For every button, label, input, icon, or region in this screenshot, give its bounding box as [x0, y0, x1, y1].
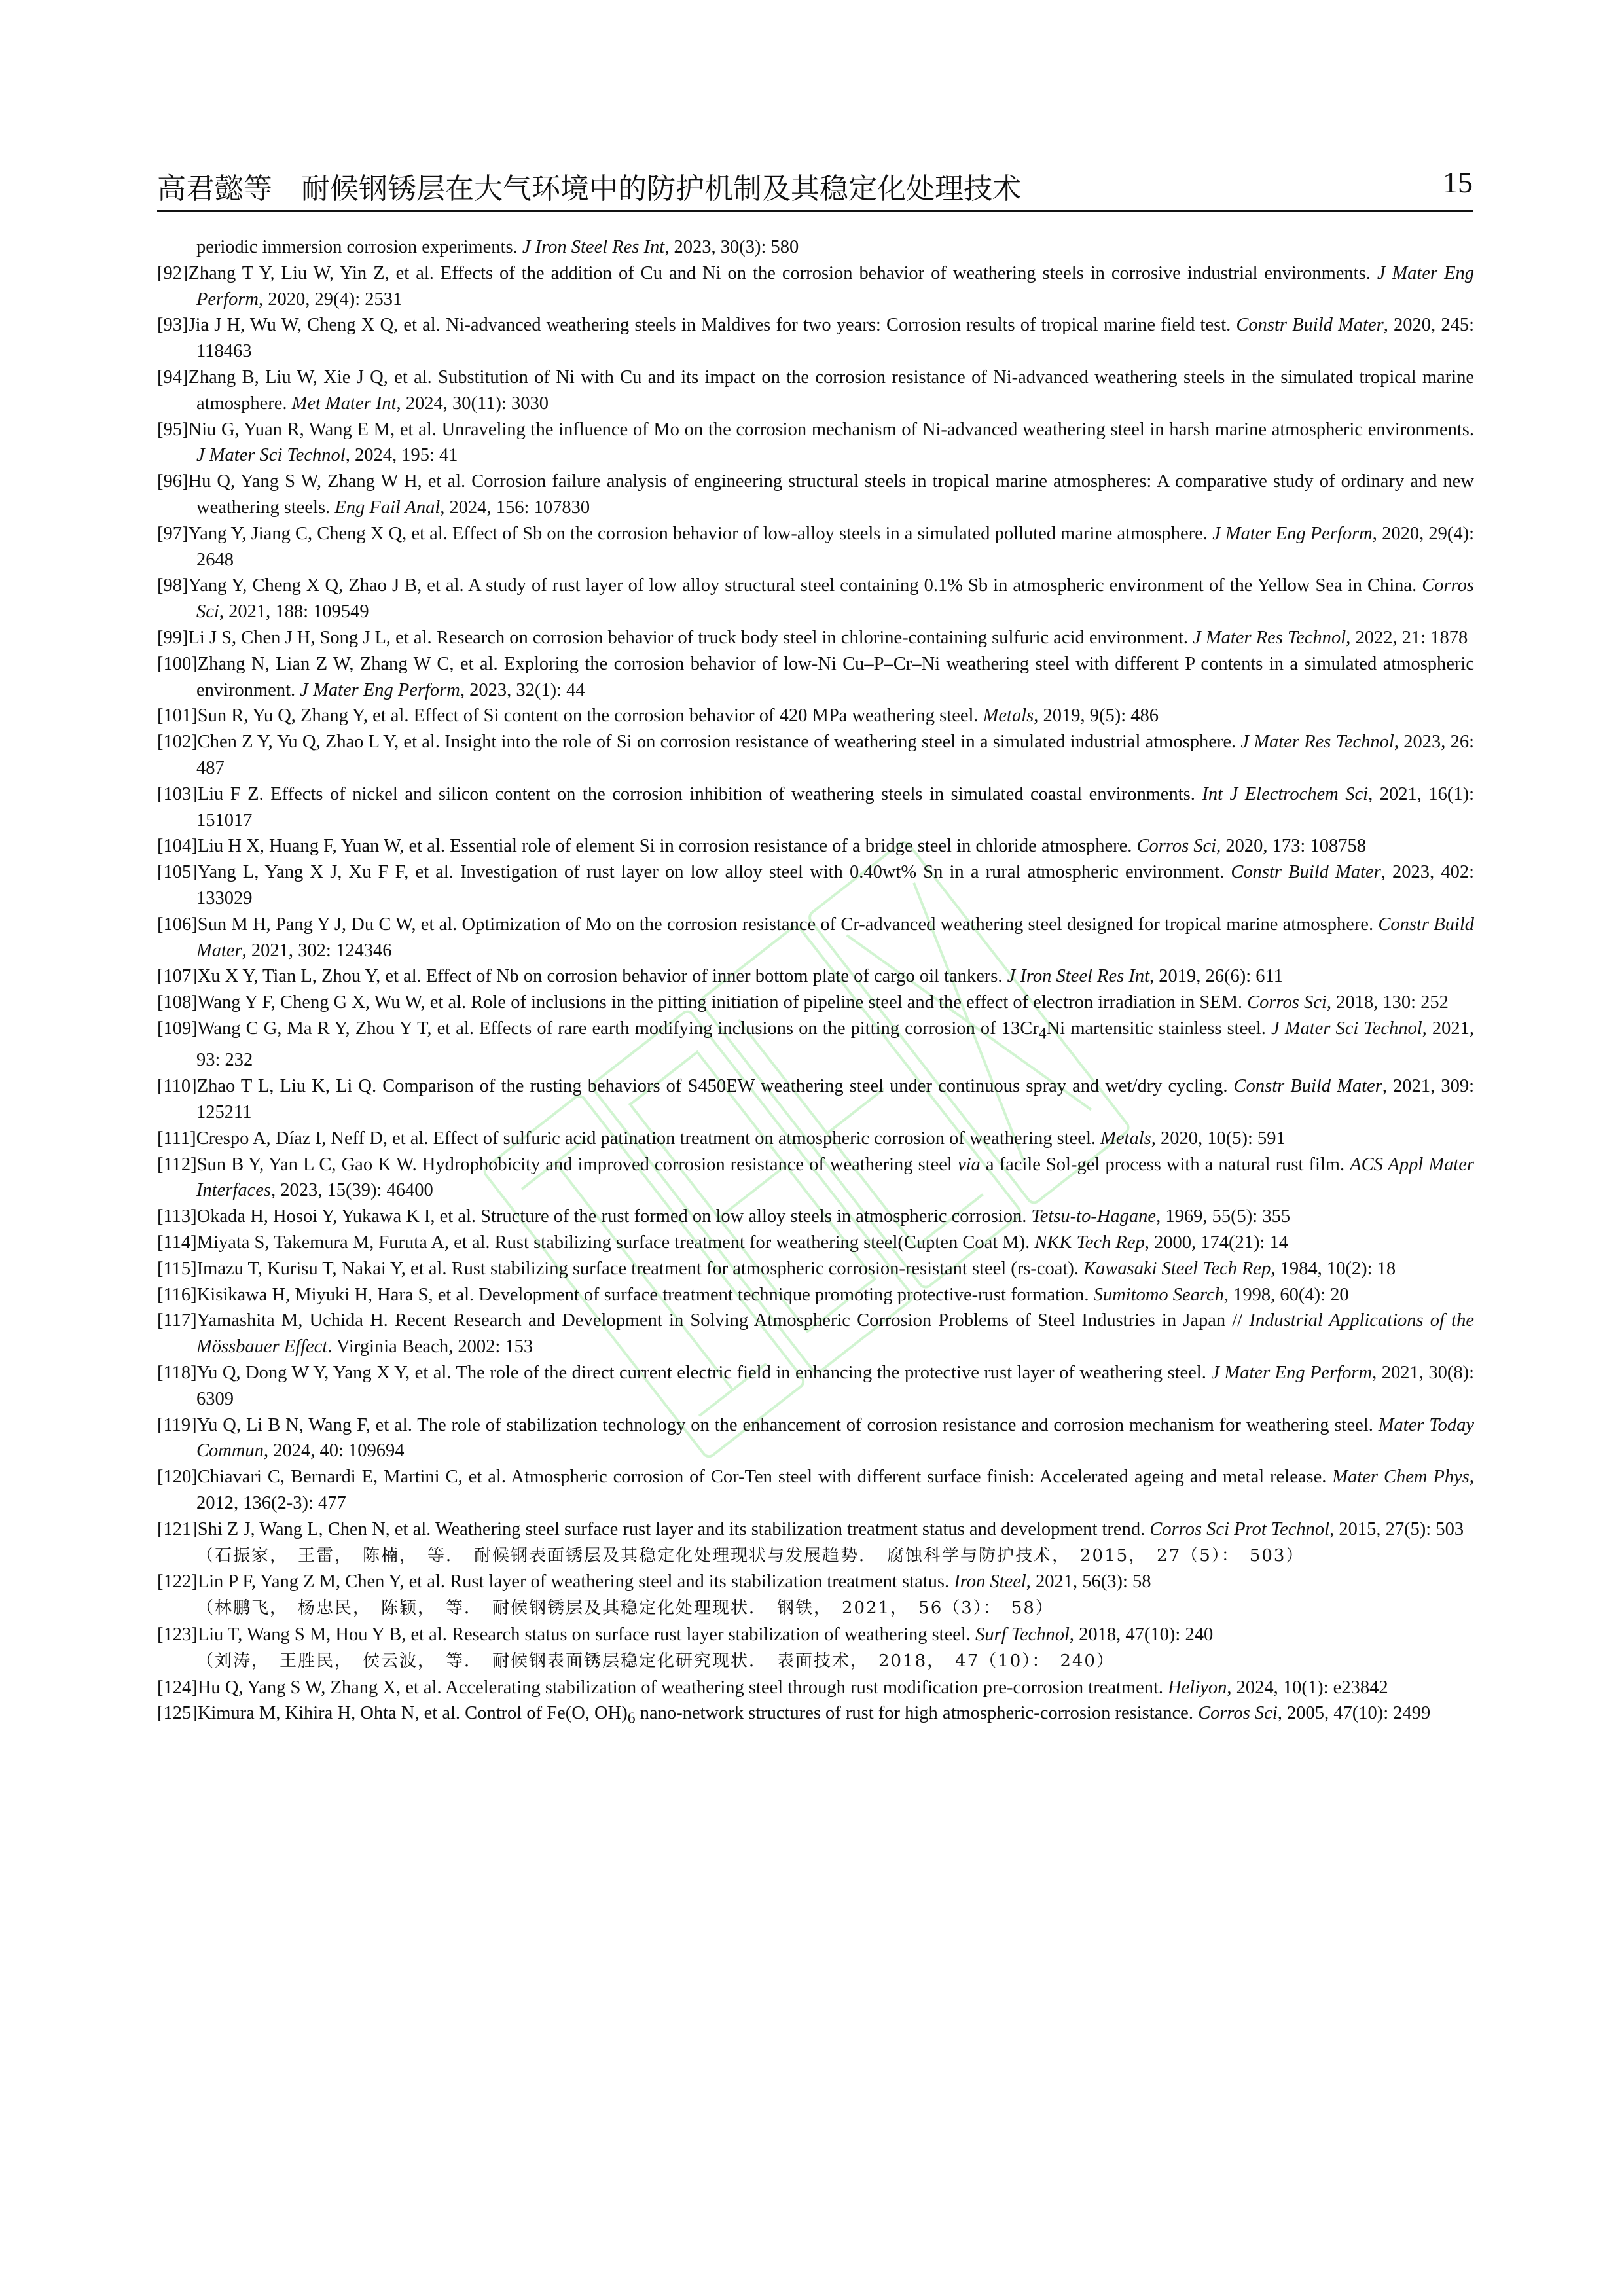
reference-journal: J Mater Eng Perform [300, 679, 460, 700]
reference-number: [121] [157, 1518, 198, 1539]
reference-number: [113] [157, 1206, 197, 1227]
reference-number: [94] [157, 367, 189, 387]
reference-text: Yu Q, Dong W Y, Yang X Y, et al. The role of the direct current electric field in enhancing the protective rust layer of weathering steel. [196, 1362, 1212, 1383]
reference-journal: Sumitomo Search, [1093, 1284, 1229, 1305]
reference-text: Yamashita M, Uchida H. Recent Research and Development in Solving Atmospheric Corrosion Problems of Steel Industries in Japan // [196, 1310, 1250, 1331]
reference-text: , 2018, 47(10): 240 [1069, 1624, 1214, 1645]
reference-entry [157, 703, 1474, 729]
reference-text: Okada H, Hosoi Y, Yukawa K I, et al. Structure of the rust formed on low alloy steels in atmospheric corrosion. [196, 1206, 1032, 1227]
reference-entry [157, 1360, 1475, 1412]
reference-journal: Corros Sci [1247, 992, 1327, 1013]
reference-number: [124] [157, 1677, 198, 1698]
reference-entry [157, 260, 1474, 313]
reference-text: Zhao T L, Liu K, Li Q. Comparison of the rusting behaviors of S450EW weathering steel under continuous spray and wet/dry cycling. [196, 1076, 1234, 1097]
reference-journal: Int J Electrochem Sci [1202, 783, 1369, 804]
reference-chinese-text: （石振家， 王雷， 陈楠， 等． 耐候钢表面锈层及其稳定化处理现状与发展趋势． 腐蚀科学与防护技术， 2015， 27（5）： 503） [196, 1545, 1305, 1566]
reference-entry [157, 1569, 1474, 1622]
reference-text: Crespo A, Díaz I, Neff D, et al. Effect of sulfuric acid patination treatment on atmospheric corrosion of weathering steel. [196, 1128, 1101, 1149]
reference-text: , 2005, 47(10): 2499 [1277, 1703, 1431, 1724]
reference-journal: J Iron Steel Res Int [522, 237, 665, 257]
reference-text: , 2021, 30(8): 6309 [196, 1362, 1475, 1409]
reference-entry [157, 1256, 1474, 1282]
reference-entry [157, 1464, 1474, 1516]
reference-entry [157, 1516, 1474, 1570]
reference-number: [95] [157, 419, 189, 440]
reference-journal: ACS Appl Mater Interfaces [196, 1154, 1474, 1201]
reference-number: [93] [157, 315, 189, 336]
reference-number: [115] [157, 1258, 197, 1279]
reference-entry [157, 781, 1474, 834]
reference-text: Zhang T Y, Liu W, Yin Z, et al. Effects of the addition of Cu and Ni on the corrosion behavior of weathering steels in corrosive industrial environments. [188, 262, 1377, 283]
reference-text: 6 [627, 1710, 636, 1727]
header-rule [157, 210, 1473, 212]
reference-journal: J Mater Eng Perform [1212, 523, 1373, 544]
reference-journal: Met Mater Int [291, 393, 397, 414]
reference-number: [119] [157, 1414, 197, 1435]
reference-text: Kisikawa H, Miyuki H, Hara S, et al. Development of surface treatment technique promoting protective-rust formation. [196, 1284, 1094, 1305]
reference-entry [157, 1622, 1474, 1675]
reference-text: Sun R, Yu Q, Zhang Y, et al. Effect of Si content on the corrosion behavior of 420 MPa weathering steel. [197, 706, 983, 726]
reference-text: Liu F Z. Effects of nickel and silicon content on the corrosion inhibition of weathering steels in simulated coastal environments. [197, 783, 1202, 804]
reference-journal: Heliyon [1168, 1677, 1227, 1698]
reference-text: , 2022, 21: 1878 [1346, 627, 1468, 648]
reference-entry [157, 651, 1474, 704]
reference-text: , 2023, 402: 133029 [196, 862, 1475, 908]
reference-number: [97] [157, 523, 189, 544]
reference-text: nano-network structures of rust for high atmospheric-corrosion resistance. [635, 1703, 1199, 1724]
reference-text: , 2024, 195: 41 [345, 445, 458, 466]
reference-number: [108] [157, 992, 198, 1013]
reference-entry [157, 1204, 1474, 1230]
running-header [157, 156, 1473, 208]
reference-entry [157, 417, 1474, 469]
reference-number: [111] [157, 1128, 196, 1149]
reference-text: , 2024, 30(11): 3030 [396, 393, 549, 414]
reference-text: Li J S, Chen J H, Song J L, et al. Research on corrosion behavior of truck body steel in chlorine-containing sulfuric acid environment. [188, 627, 1193, 648]
reference-entry [157, 1282, 1474, 1308]
reference-number: [92] [157, 262, 189, 283]
reference-list [157, 234, 1475, 1732]
reference-text: Jia J H, Wu W, Cheng X Q, et al. Ni-advanced weathering steels in Maldives for two years: Corrosion results of tropical marine field test. [188, 315, 1236, 336]
reference-journal: Metals [983, 706, 1034, 726]
reference-text: Liu H X, Huang F, Yuan W, et al. Essential role of element Si in corrosion resistance of a bridge steel in chloride atmosphere. [197, 836, 1137, 857]
reference-number: [110] [157, 1076, 197, 1097]
reference-text: periodic immersion corrosion experiments. [196, 237, 522, 257]
reference-text: , 1984, 10(2): 18 [1271, 1258, 1396, 1279]
reference-number: [109] [157, 1018, 198, 1039]
reference-journal: J Mater Eng Perform [1211, 1362, 1373, 1383]
reference-text: Yang L, Yang X J, Xu F F, et al. Investigation of rust layer on low alloy steel with 0.40wt% Sn in a rural atmospheric environment. [197, 862, 1231, 883]
reference-text: , 1969, 55(5): 355 [1156, 1206, 1291, 1227]
reference-number: [103] [157, 783, 198, 804]
reference-text: , 2021, 309: 125211 [196, 1076, 1474, 1122]
reference-entry [157, 1230, 1474, 1256]
reference-entry [157, 469, 1474, 521]
reference-journal: Iron Steel [954, 1571, 1026, 1592]
reference-entry [157, 1675, 1474, 1701]
reference-number: [120] [157, 1467, 198, 1488]
reference-text: Zhang N, Lian Z W, Zhang W C, et al. Exploring the corrosion behavior of low-Ni Cu–P–Cr–Ni weathering steel with different P contents in a simulated atmospheric environment. [196, 653, 1474, 700]
reference-journal: Mater Chem Phys [1332, 1467, 1470, 1488]
reference-number: [100] [157, 653, 198, 674]
reference-entry [157, 1152, 1474, 1204]
reference-text: Hu Q, Yang S W, Zhang X, et al. Accelerating stabilization of weathering steel through rust modification pre-corrosion treatment. [197, 1677, 1168, 1698]
reference-text: , 2018, 130: 252 [1326, 992, 1449, 1013]
reference-text: Zhang B, Liu W, Xie J Q, et al. Substitution of Ni with Cu and its impact on the corrosion resistance of Ni-advanced weathering steels in the simulated tropical marine atmosphere. [188, 367, 1474, 414]
reference-journal: Constr Build Mater [196, 914, 1474, 961]
reference-journal: Kawasaki Steel Tech Rep [1083, 1258, 1271, 1279]
reference-text: , 2020, 10(5): 591 [1151, 1128, 1286, 1149]
reference-number: [99] [157, 627, 189, 648]
reference-journal: J Iron Steel Res Int [1007, 966, 1149, 987]
reference-journal: J Mater Sci Technol [196, 445, 346, 466]
reference-text: 4 [1038, 1025, 1047, 1043]
reference-entry [157, 963, 1474, 990]
reference-journal: Tetsu-to-Hagane [1031, 1206, 1157, 1227]
reference-journal: Constr Build Mater [1233, 1076, 1382, 1097]
reference-text: , 2023, 26: 487 [196, 732, 1474, 778]
reference-number: [112] [157, 1154, 197, 1175]
reference-text: , 2021, 188: 109549 [219, 601, 369, 622]
reference-text: Chiavari C, Bernardi E, Martini C, et al. Atmospheric corrosion of Cor-Ten steel with different surface finish: Accelerated ageing and metal release. [197, 1467, 1333, 1488]
reference-entry [157, 833, 1474, 859]
page-number: 15 [1443, 166, 1473, 199]
reference-journal: J Mater Res Technol [1240, 732, 1394, 753]
reference-journal: J Mater Eng Perform [196, 262, 1474, 310]
reference-text: , 2023, 32(1): 44 [460, 679, 585, 700]
reference-text: , 2000, 174(21): 14 [1144, 1232, 1289, 1253]
reference-text: , 2012, 136(2-3): 477 [196, 1467, 1474, 1513]
reference-entry [157, 729, 1474, 781]
reference-text: a facile Sol-gel process with a natural rust film. [980, 1154, 1350, 1175]
reference-text: Yu Q, Li B N, Wang F, et al. The role of stabilization technology on the enhancement of corrosion resistance and corrosion mechanism for weathering steel. [196, 1414, 1379, 1435]
reference-text: Wang Y F, Cheng G X, Wu W, et al. Role of inclusions in the pitting initiation of pipeline steel and the effect of electron irradiation in SEM. [197, 992, 1248, 1013]
reference-text: , 2020, 245: 118463 [196, 315, 1474, 362]
reference-text: , 2021, 302: 124346 [242, 940, 392, 961]
reference-entry [157, 990, 1474, 1016]
reference-entry [157, 1700, 1474, 1732]
reference-text: , 2020, 29(4): 2648 [196, 523, 1474, 570]
reference-text: , 2019, 9(5): 486 [1034, 706, 1159, 726]
reference-number: [105] [157, 862, 198, 883]
reference-text: Ni martensitic stainless steel. [1046, 1018, 1272, 1039]
reference-entry [157, 312, 1474, 365]
reference-text: , 2024, 40: 109694 [263, 1441, 405, 1462]
reference-text: Kimura M, Kihira H, Ohta N, et al. Control of Fe(O, OH) [197, 1703, 628, 1724]
reference-number: [102] [157, 732, 198, 753]
reference-entry [157, 573, 1474, 625]
reference-text: Hu Q, Yang S W, Zhang W H, et al. Corrosion failure analysis of engineering structural steels in tropical marine atmospheres: A comparative study of ordinary and new weathering steels. [188, 471, 1474, 518]
reference-text: . Virginia Beach, 2002: 153 [327, 1336, 533, 1357]
reference-text: Niu G, Yuan R, Wang E M, et al. Unraveling the influence of Mo on the corrosion mechanism of Ni-advanced weathering steel in harsh marine atmospheric environments. [188, 419, 1474, 440]
reference-journal: Mater Today Commun [196, 1414, 1474, 1462]
reference-number: [123] [157, 1624, 198, 1645]
reference-entry [157, 1016, 1474, 1073]
reference-text: , 2023, 30(3): 580 [664, 237, 799, 257]
reference-text: Lin P F, Yang Z M, Chen Y, et al. Rust layer of weathering steel and its stabilization treatment status. [197, 1571, 954, 1592]
reference-text: Yang Y, Cheng X Q, Zhao J B, et al. A study of rust layer of low alloy structural steel containing 0.1% Sb in atmospheric environment of the Yellow Sea in China. [188, 575, 1422, 596]
reference-text: Sun M H, Pang Y J, Du C W, et al. Optimization of Mo on the corrosion resistance of Cr-advanced weathering steel designed for tropical marine atmosphere. [197, 914, 1379, 935]
reference-number: [116] [157, 1284, 197, 1305]
reference-number: [96] [157, 471, 189, 492]
reference-journal: NKK Tech Rep [1034, 1232, 1145, 1253]
reference-text: , 2020, 29(4): 2531 [259, 289, 403, 310]
reference-number: [118] [157, 1362, 197, 1383]
reference-text: Imazu T, Kurisu T, Nakai Y, et al. Rust stabilizing surface treatment for atmospheric corrosion-resistant steel (rs-coat). [196, 1258, 1084, 1279]
reference-text: , 2019, 26(6): 611 [1149, 966, 1283, 987]
reference-chinese-text: （林鹏飞， 杨忠民， 陈颖， 等． 耐候钢锈层及其稳定化处理现状． 钢铁， 2021， 56（3）： 58） [196, 1598, 1054, 1619]
reference-entry [157, 1308, 1474, 1360]
reference-text: Yang Y, Jiang C, Cheng X Q, et al. Effect of Sb on the corrosion behavior of low-alloy steels in a simulated polluted marine atmosphere. [188, 523, 1213, 544]
reference-number: [117] [157, 1310, 197, 1331]
reference-journal: Constr Build Mater [1236, 315, 1384, 336]
reference-journal: J Mater Res Technol [1193, 627, 1346, 648]
reference-text: , 2021, 93: 232 [196, 1018, 1474, 1071]
reference-text: 1998, 60(4): 20 [1229, 1284, 1349, 1305]
reference-entry [157, 1073, 1474, 1126]
reference-journal: Surf Technol [975, 1624, 1070, 1645]
reference-number: [101] [157, 706, 198, 726]
reference-number: [122] [157, 1571, 198, 1592]
reference-journal: Industrial Applications of the Mössbauer Effect [196, 1310, 1474, 1357]
reference-entry [157, 625, 1474, 651]
reference-entry [157, 1412, 1474, 1465]
reference-entry [157, 1126, 1474, 1152]
reference-journal: J Mater Sci Technol [1271, 1018, 1422, 1039]
reference-text: Xu X Y, Tian L, Zhou Y, et al. Effect of Nb on corrosion behavior of inner bottom plate of cargo oil tankers. [197, 966, 1007, 987]
reference-text: , 2021, 16(1): 151017 [196, 783, 1474, 831]
reference-text: , 2023, 15(39): 46400 [270, 1180, 433, 1201]
reference-journal: Metals [1100, 1128, 1151, 1149]
reference-text: , 2021, 56(3): 58 [1026, 1571, 1151, 1592]
reference-text: Wang C G, Ma R Y, Zhou Y T, et al. Effects of rare earth modifying inclusions on the pitting corrosion of 13Cr [197, 1018, 1039, 1039]
reference-journal: Constr Build Mater [1231, 862, 1381, 883]
reference-number: [106] [157, 914, 198, 935]
reference-journal: Corros Sci [1198, 1703, 1278, 1724]
reference-number: [98] [157, 575, 189, 596]
reference-text: Sun B Y, Yan L C, Gao K W. Hydrophobicity and improved corrosion resistance of weathering steel [196, 1154, 958, 1175]
running-header-title: 高君懿等 耐候钢锈层在大气环境中的防护机制及其稳定化处理技术 [157, 172, 1021, 206]
reference-number: [125] [157, 1703, 198, 1724]
reference-number: [104] [157, 836, 198, 857]
reference-text: Shi Z J, Wang L, Chen N, et al. Weathering steel surface rust layer and its stabilization treatment status and development trend. [197, 1518, 1150, 1539]
reference-number: [107] [157, 966, 198, 987]
reference-journal: Eng Fail Anal [334, 497, 441, 518]
reference-text: , 2020, 173: 108758 [1216, 836, 1366, 857]
reference-journal: via [957, 1154, 981, 1175]
reference-entry [157, 912, 1474, 964]
reference-text: Liu T, Wang S M, Hou Y B, et al. Research status on surface rust layer stabilization of weathering steel. [197, 1624, 976, 1645]
reference-chinese-text: （刘涛， 王胜民， 侯云波， 等． 耐候钢表面锈层稳定化研究现状． 表面技术， 2018， 47（10）： 240） [196, 1651, 1115, 1671]
reference-entry [157, 365, 1474, 417]
reference-journal: Corros Sci [196, 575, 1474, 622]
reference-text: Miyata S, Takemura M, Furuta A, et al. Rust stabilizing surface treatment for weathering steel(Cupten Coat M). [196, 1232, 1035, 1253]
reference-entry [157, 521, 1474, 573]
reference-text: , 2015, 27(5): 503 [1329, 1518, 1464, 1539]
reference-entry [157, 859, 1475, 912]
reference-journal: Corros Sci Prot Technol [1149, 1518, 1330, 1539]
reference-entry [196, 234, 1474, 260]
reference-text: , 2024, 10(1): e23842 [1227, 1677, 1388, 1698]
reference-number: [114] [157, 1232, 197, 1253]
reference-text: , 2024, 156: 107830 [440, 497, 590, 518]
reference-text: Chen Z Y, Yu Q, Zhao L Y, et al. Insight into the role of Si on corrosion resistance of weathering steel in a simulated industrial atmosphere. [197, 732, 1241, 753]
reference-journal: Corros Sci [1136, 836, 1217, 857]
